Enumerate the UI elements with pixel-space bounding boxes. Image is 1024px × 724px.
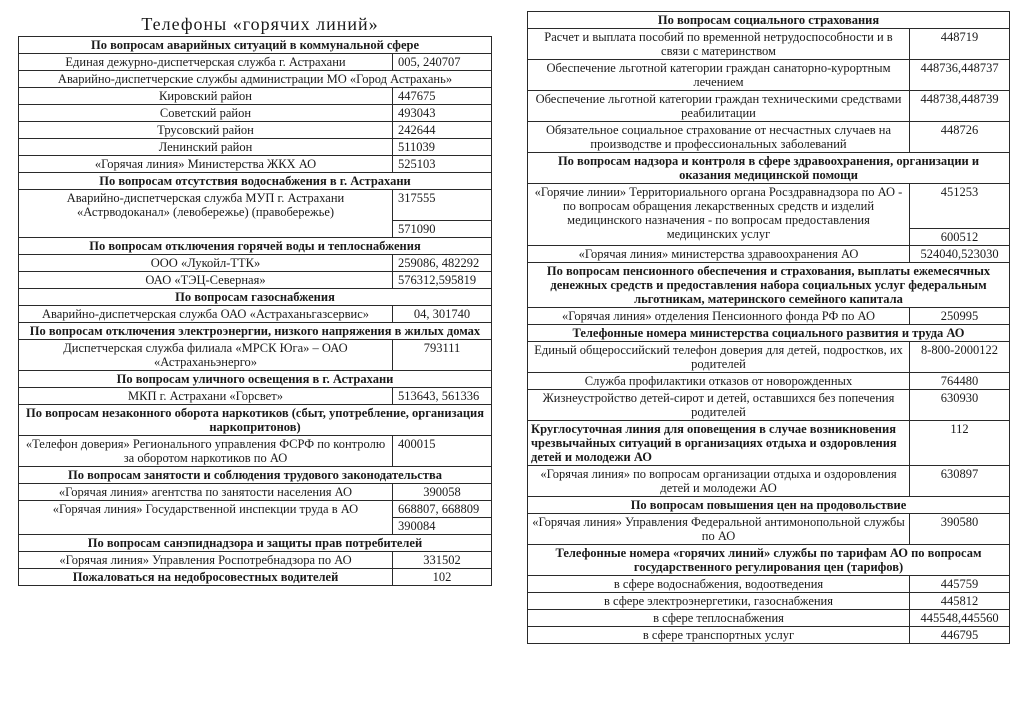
section-header: По вопросам отключения электроэнергии, низкого напряжения в жилых домах [19,323,492,340]
service-name: Советский район [19,105,393,122]
service-name: Пожаловаться на недобросовестных водителей [19,569,393,586]
section-header: По вопросам отключения горячей воды и теплоснабжения [19,238,492,255]
phone-number: 764480 [910,373,1010,390]
phone-number: 793111 [393,340,492,371]
service-name: «Горячая линия» министерства здравоохранения АО [528,246,910,263]
service-name: Обеспечение льготной категории граждан техническими средствами реабилитации [528,91,910,122]
service-name: «Горячая линия» Управления Роспотребнадзора по АО [19,552,393,569]
phone-number: 390580 [910,514,1010,545]
phone-number: 331502 [393,552,492,569]
service-name: Круглосуточная линия для оповещения в случае возникновения чрезвычайных ситуаций в организациях отдыха и оздоровления детей и молодежи АО [528,421,910,466]
phone-number: 445812 [910,593,1010,610]
section-header: По вопросам социального страхования [528,12,1010,29]
service-name: в сфере теплоснабжения [528,610,910,627]
service-name: Диспетчерская служба филиала «МРСК Юга» – ОАО «Астраханьэнерго» [19,340,393,371]
phone-number: 04, 301740 [393,306,492,323]
service-name: Аварийно-диспетчерская служба МУП г. Астрахани «Астрводоканал» (левобережье) (правобережье) [19,190,393,238]
service-name: Единый общероссийский телефон доверия для детей, подростков, их родителей [528,342,910,373]
phone-number: 112 [910,421,1010,466]
service-name: «Горячая линия» по вопросам организации отдыха и оздоровления детей и молодежи АО [528,466,910,497]
page-title: Телефоны «горячих линий» [141,14,379,34]
service-name: МКП г. Астрахани «Горсвет» [19,388,393,405]
service-name: «Телефон доверия» Регионального управления ФСРФ по контролю за оборотом наркотиков по АО [19,436,393,467]
phone-number: 250995 [910,308,1010,325]
service-name: Обеспечение льготной категории граждан санаторно-курортным лечением [528,60,910,91]
service-name: в сфере электроэнергетики, газоснабжения [528,593,910,610]
service-name: Жизнеустройство детей-сирот и детей, оставшихся без попечения родителей [528,390,910,421]
service-name: Кировский район [19,88,393,105]
phone-number: 390058 [393,484,492,501]
service-name: Аварийно-диспетчерская служба ОАО «Астраханьгазсервис» [19,306,393,323]
phone-number: 447675 [393,88,492,105]
phone-number: 445548,445560 [910,610,1010,627]
service-name: в сфере транспортных услуг [528,627,910,644]
phone-number: 400015 [393,436,492,467]
phone-number: 259086, 482292 [393,255,492,272]
service-name: ООО «Лукойл-ТТК» [19,255,393,272]
service-name: Ленинский район [19,139,393,156]
service-name: Расчет и выплата пособий по временной нетрудоспособности и в связи с материнством [528,29,910,60]
phone-number: 493043 [393,105,492,122]
service-name: Служба профилактики отказов от новорожденных [528,373,910,390]
phone-number: 445759 [910,576,1010,593]
section-header: По вопросам занятости и соблюдения трудового законодательства [19,467,492,484]
phone-number: 513643, 561336 [393,388,492,405]
section-header: По вопросам санэпиднадзора и защиты прав потребителей [19,535,492,552]
service-name: Единая дежурно-диспетчерская служба г. Астрахани [19,54,393,71]
service-name: «Горячая линия» агентства по занятости населения АО [19,484,393,501]
service-name: в сфере водоснабжения, водоотведения [528,576,910,593]
phone-number: 525103 [393,156,492,173]
phone-number: 448738,448739 [910,91,1010,122]
phone-number: 451253 [910,184,1010,229]
right-phone-table [527,11,1010,644]
section-header: Телефонные номера министерства социального развития и труда АО [528,325,1010,342]
phone-number: 600512 [910,229,1010,246]
phone-number: 511039 [393,139,492,156]
section-header: По вопросам повышения цен на продовольствие [528,497,1010,514]
subsection-label: Аварийно-диспетчерские службы администрации МО «Город Астрахань» [19,71,492,88]
section-header: Телефонные номера «горячих линий» службы по тарифам АО по вопросам государственного регулирования цен (тарифов) [528,545,1010,576]
service-name: ОАО «ТЭЦ-Северная» [19,272,393,289]
phone-number: 630897 [910,466,1010,497]
phone-number: 102 [393,569,492,586]
service-name: «Горячие линии» Территориального органа Росздравнадзора по АО - по вопросам обращения лекарственных средств и изделий медицинского назначения - по вопросам предоставления медицинских услуг [528,184,910,246]
phone-number: 571090 [393,221,492,238]
phone-number: 446795 [910,627,1010,644]
section-header: По вопросам отсутствия водоснабжения в г. Астрахани [19,173,492,190]
section-header: По вопросам аварийных ситуаций в коммунальной сфере [19,37,492,54]
section-header: По вопросам уличного освещения в г. Астрахани [19,371,492,388]
phone-number: 317555 [393,190,492,221]
section-header: По вопросам газоснабжения [19,289,492,306]
phone-number: 242644 [393,122,492,139]
phone-number: 448736,448737 [910,60,1010,91]
phone-number: 630930 [910,390,1010,421]
service-name: Трусовский район [19,122,393,139]
left-phone-table [18,36,492,586]
phone-number: 576312,595819 [393,272,492,289]
service-name: Обязательное социальное страхование от несчастных случаев на производстве и профессиональных заболеваний [528,122,910,153]
service-name: «Горячая линия» отделения Пенсионного фонда РФ по АО [528,308,910,325]
phone-number: 668807, 668809 [393,501,492,518]
phone-number: 448726 [910,122,1010,153]
service-name: «Горячая линия» Министерства ЖКХ АО [19,156,393,173]
phone-number: 8-800-2000122 [910,342,1010,373]
phone-number: 390084 [393,518,492,535]
service-name: «Горячая линия» Управления Федеральной антимонопольной службы по АО [528,514,910,545]
phone-number: 005, 240707 [393,54,492,71]
service-name: «Горячая линия» Государственной инспекции труда в АО [19,501,393,535]
section-header: По вопросам надзора и контроля в сфере здравоохранения, организации и оказания медицинской помощи [528,153,1010,184]
section-header: По вопросам пенсионного обеспечения и страхования, выплаты ежемесячных денежных средств и предоставления набора социальных услуг федеральным льготникам, материнского семейного капитала [528,263,1010,308]
phone-number: 448719 [910,29,1010,60]
phone-number: 524040,523030 [910,246,1010,263]
section-header: По вопросам незаконного оборота наркотиков (сбыт, употребление, организация наркопритонов) [19,405,492,436]
